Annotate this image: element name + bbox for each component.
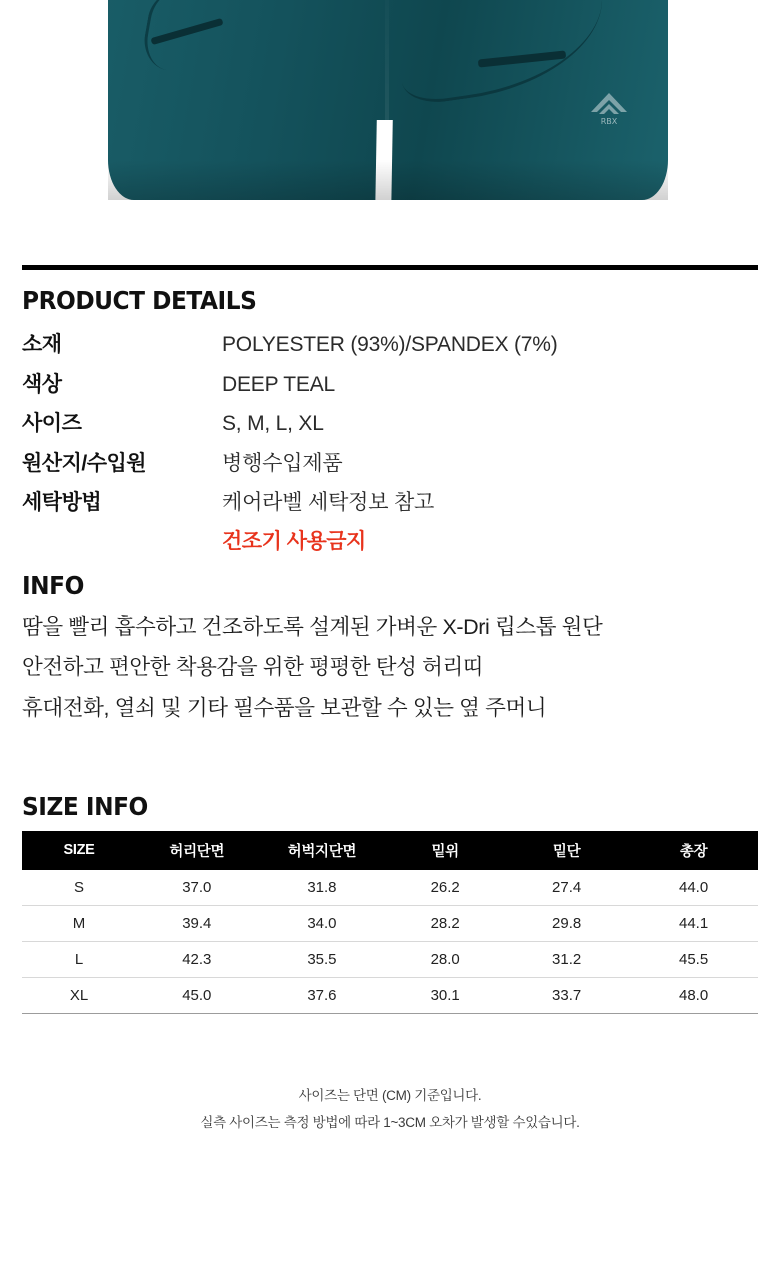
table-row (22, 905, 758, 941)
size-cell: L (22, 941, 136, 977)
size-notes (22, 1084, 758, 1131)
table-row (22, 977, 758, 1013)
info-line: 땀을 빨리 흡수하고 건조하도록 설계된 가벼운 X-Dri 립스톱 원단 (22, 614, 603, 639)
table-row (22, 444, 758, 484)
size-cell: 28.0 (386, 941, 504, 977)
size-info-heading: SIZE INFO (22, 791, 148, 821)
info-heading: INFO (22, 570, 84, 600)
size-note: 사이즈는 단면 (CM) 기준입니다. (298, 1087, 482, 1103)
product-details-table (22, 325, 758, 523)
size-cell: 31.2 (504, 941, 629, 977)
column-header: 총장 (629, 831, 758, 870)
table-row (22, 941, 758, 977)
spec-label: 색상 (22, 372, 62, 396)
size-cell: 44.0 (629, 870, 758, 906)
size-cell: 33.7 (504, 977, 629, 1013)
spec-label: 소재 (22, 333, 62, 356)
size-cell: 27.4 (504, 870, 629, 906)
spec-label: 원산지/수입원 (22, 451, 147, 475)
info-paragraph (22, 610, 758, 726)
size-cell: 30.1 (386, 977, 504, 1013)
size-cell: 48.0 (629, 977, 758, 1013)
size-cell: 37.6 (258, 977, 387, 1013)
size-cell: 31.8 (258, 870, 387, 906)
table-row (22, 404, 758, 444)
spec-value: S, M, L, XL (222, 412, 324, 435)
column-header: 밑단 (504, 831, 629, 870)
spec-label: 세탁방법 (22, 491, 102, 514)
size-cell: 26.2 (386, 870, 504, 906)
column-header: 밑위 (386, 831, 504, 870)
spec-value: 케어라벨 세탁정보 참고 (222, 491, 435, 514)
spec-value: 병행수입제품 (222, 451, 343, 475)
size-cell: 45.5 (629, 941, 758, 977)
size-cell: 35.5 (258, 941, 387, 977)
product-details-heading: PRODUCT DETAILS (22, 286, 257, 315)
product-image (0, 0, 780, 245)
size-cell: 37.0 (136, 870, 257, 906)
size-cell: XL (22, 977, 136, 1013)
size-note: 실측 사이즈는 측정 방법에 따라 1~3CM 오차가 발생할 수있습니다. (200, 1114, 580, 1130)
size-table-wrapper (22, 831, 758, 1131)
table-row (22, 325, 758, 365)
details-divider (22, 265, 758, 270)
size-cell: 44.1 (629, 905, 758, 941)
size-cell: 39.4 (136, 905, 257, 941)
info-line: 안전하고 편안한 착용감을 위한 평평한 탄성 허리띠 (22, 655, 484, 680)
column-header: SIZE (22, 831, 136, 870)
size-cell: 42.3 (136, 941, 257, 977)
hem-shadow (108, 160, 668, 200)
table-row (22, 870, 758, 906)
svg-text:RBX: RBX (600, 117, 618, 126)
care-warning: 건조기 사용금지 (222, 529, 366, 553)
table-row (22, 483, 758, 523)
table-row (22, 365, 758, 405)
size-cell: 29.8 (504, 905, 629, 941)
spec-label: 사이즈 (22, 412, 82, 435)
size-cell: 45.0 (136, 977, 257, 1013)
size-cell: 28.2 (386, 905, 504, 941)
size-cell: S (22, 870, 136, 906)
size-cell: 34.0 (258, 905, 387, 941)
rbx-logo-icon (588, 92, 630, 126)
column-header: 허리단면 (136, 831, 257, 870)
table-header-row (22, 831, 758, 870)
info-line: 휴대전화, 열쇠 및 기타 필수품을 보관할 수 있는 옆 주머니 (22, 696, 547, 721)
column-header: 허벅지단면 (258, 831, 387, 870)
size-info-table (22, 831, 758, 1014)
spec-value: POLYESTER (93%)/SPANDEX (7%) (222, 333, 558, 356)
size-cell: M (22, 905, 136, 941)
spec-value: DEEP TEAL (222, 372, 335, 396)
